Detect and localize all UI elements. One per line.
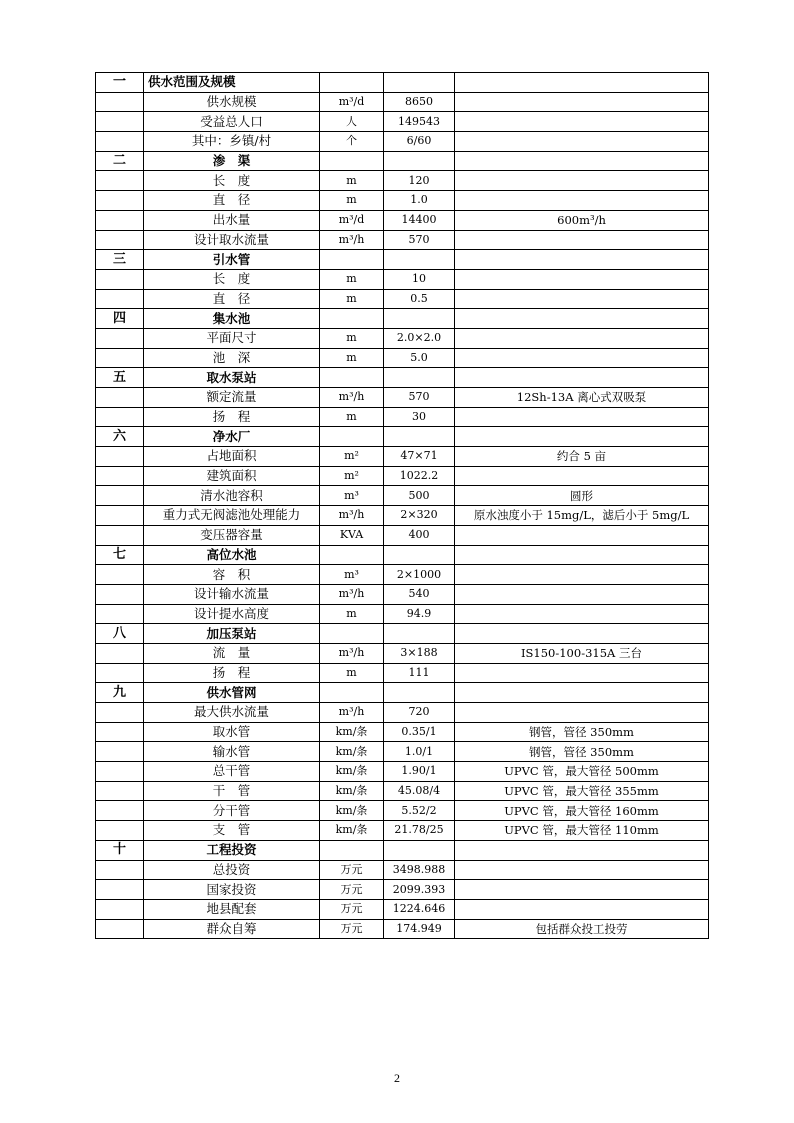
table-row: [96, 919, 709, 939]
unit-cell: m³/d: [320, 92, 384, 112]
item-name-cell: 设计取水流量: [144, 230, 320, 250]
item-name-cell: 供水范围及规模: [144, 73, 320, 93]
table-row: [96, 210, 709, 230]
unit-cell: [320, 309, 384, 329]
table-row: [96, 348, 709, 368]
section-index-cell: 九: [96, 683, 144, 703]
value-cell: 120: [384, 171, 455, 191]
note-cell: [455, 840, 709, 860]
unit-cell: m: [320, 348, 384, 368]
note-cell: [455, 624, 709, 644]
section-index-cell: 八: [96, 624, 144, 644]
section-index-cell: [96, 112, 144, 132]
section-index-cell: [96, 230, 144, 250]
note-cell: 600m³/h: [455, 210, 709, 230]
item-name-cell: 群众自筹: [144, 919, 320, 939]
section-index-cell: [96, 132, 144, 152]
table-row: [96, 821, 709, 841]
table-row: [96, 880, 709, 900]
section-index-cell: [96, 722, 144, 742]
value-cell: 5.0: [384, 348, 455, 368]
section-index-cell: [96, 289, 144, 309]
unit-cell: m: [320, 269, 384, 289]
note-cell: [455, 703, 709, 723]
item-name-cell: 集水池: [144, 309, 320, 329]
table-row: [96, 191, 709, 211]
section-index-cell: [96, 466, 144, 486]
item-name-cell: 扬 程: [144, 663, 320, 683]
value-cell: 94.9: [384, 604, 455, 624]
item-name-cell: 最大供水流量: [144, 703, 320, 723]
section-index-cell: [96, 919, 144, 939]
item-name-cell: 供水规模: [144, 92, 320, 112]
value-cell: 0.35/1: [384, 722, 455, 742]
unit-cell: m: [320, 171, 384, 191]
item-name-cell: 扬 程: [144, 407, 320, 427]
table-row: [96, 388, 709, 408]
section-index-cell: [96, 565, 144, 585]
note-cell: UPVC 管，最大管径 500mm: [455, 762, 709, 782]
note-cell: [455, 269, 709, 289]
unit-cell: [320, 151, 384, 171]
item-name-cell: 清水池容积: [144, 486, 320, 506]
table-body: [96, 73, 709, 939]
unit-cell: [320, 368, 384, 388]
note-cell: 钢管，管径 350mm: [455, 742, 709, 762]
note-cell: [455, 171, 709, 191]
value-cell: [384, 250, 455, 270]
value-cell: 10: [384, 269, 455, 289]
section-index-cell: [96, 328, 144, 348]
section-index-cell: [96, 447, 144, 467]
table-row: [96, 604, 709, 624]
value-cell: 1.90/1: [384, 762, 455, 782]
item-name-cell: 总投资: [144, 860, 320, 880]
item-name-cell: 高位水池: [144, 545, 320, 565]
section-index-cell: 二: [96, 151, 144, 171]
unit-cell: m: [320, 407, 384, 427]
item-name-cell: 额定流量: [144, 388, 320, 408]
value-cell: 540: [384, 584, 455, 604]
unit-cell: 个: [320, 132, 384, 152]
note-cell: [455, 663, 709, 683]
note-cell: [455, 92, 709, 112]
note-cell: [455, 407, 709, 427]
unit-cell: m²: [320, 447, 384, 467]
item-name-cell: 分干管: [144, 801, 320, 821]
unit-cell: km/条: [320, 801, 384, 821]
value-cell: 45.08/4: [384, 781, 455, 801]
item-name-cell: 加压泵站: [144, 624, 320, 644]
value-cell: 3×188: [384, 643, 455, 663]
value-cell: 6/60: [384, 132, 455, 152]
unit-cell: [320, 73, 384, 93]
note-cell: IS150-100-315A 三台: [455, 643, 709, 663]
item-name-cell: 地县配套: [144, 899, 320, 919]
item-name-cell: 引水管: [144, 250, 320, 270]
note-cell: 圆形: [455, 486, 709, 506]
item-name-cell: 供水管网: [144, 683, 320, 703]
note-cell: [455, 250, 709, 270]
value-cell: 3498.988: [384, 860, 455, 880]
note-cell: 约合 5 亩: [455, 447, 709, 467]
item-name-cell: 容 积: [144, 565, 320, 585]
item-name-cell: 支 管: [144, 821, 320, 841]
unit-cell: [320, 840, 384, 860]
section-index-cell: [96, 171, 144, 191]
section-index-cell: [96, 604, 144, 624]
unit-cell: 万元: [320, 899, 384, 919]
note-cell: UPVC 管，最大管径 355mm: [455, 781, 709, 801]
unit-cell: m³/h: [320, 506, 384, 526]
section-index-cell: [96, 407, 144, 427]
value-cell: 570: [384, 230, 455, 250]
table-row: [96, 230, 709, 250]
item-name-cell: 取水泵站: [144, 368, 320, 388]
item-name-cell: 重力式无阀滤池处理能力: [144, 506, 320, 526]
note-cell: 原水浊度小于 15mg/L，滤后小于 5mg/L: [455, 506, 709, 526]
unit-cell: m³/d: [320, 210, 384, 230]
value-cell: [384, 427, 455, 447]
table-row: [96, 171, 709, 191]
table-row: [96, 565, 709, 585]
item-name-cell: 其中：乡镇/村: [144, 132, 320, 152]
value-cell: 1022.2: [384, 466, 455, 486]
unit-cell: 人: [320, 112, 384, 132]
section-row: [96, 151, 709, 171]
value-cell: 500: [384, 486, 455, 506]
value-cell: 111: [384, 663, 455, 683]
section-index-cell: [96, 781, 144, 801]
table-row: [96, 722, 709, 742]
value-cell: [384, 309, 455, 329]
table-row: [96, 486, 709, 506]
value-cell: 1.0/1: [384, 742, 455, 762]
section-index-cell: [96, 860, 144, 880]
item-name-cell: 出水量: [144, 210, 320, 230]
value-cell: 2×1000: [384, 565, 455, 585]
unit-cell: 万元: [320, 880, 384, 900]
section-index-cell: 七: [96, 545, 144, 565]
item-name-cell: 国家投资: [144, 880, 320, 900]
note-cell: 钢管，管径 350mm: [455, 722, 709, 742]
item-name-cell: 渗 渠: [144, 151, 320, 171]
note-cell: [455, 132, 709, 152]
section-index-cell: [96, 506, 144, 526]
note-cell: [455, 565, 709, 585]
unit-cell: km/条: [320, 781, 384, 801]
specifications-table: [95, 72, 709, 939]
note-cell: [455, 230, 709, 250]
value-cell: 174.949: [384, 919, 455, 939]
note-cell: [455, 427, 709, 447]
note-cell: [455, 309, 709, 329]
section-row: [96, 683, 709, 703]
section-index-cell: [96, 821, 144, 841]
unit-cell: [320, 545, 384, 565]
note-cell: [455, 348, 709, 368]
value-cell: 21.78/25: [384, 821, 455, 841]
unit-cell: m³/h: [320, 230, 384, 250]
unit-cell: m: [320, 328, 384, 348]
value-cell: 14400: [384, 210, 455, 230]
section-index-cell: [96, 643, 144, 663]
unit-cell: KVA: [320, 525, 384, 545]
value-cell: 47×71: [384, 447, 455, 467]
unit-cell: m³: [320, 486, 384, 506]
table-row: [96, 781, 709, 801]
item-name-cell: 占地面积: [144, 447, 320, 467]
value-cell: 2×320: [384, 506, 455, 526]
section-row: [96, 73, 709, 93]
section-index-cell: [96, 801, 144, 821]
unit-cell: [320, 683, 384, 703]
note-cell: [455, 899, 709, 919]
section-index-cell: 十: [96, 840, 144, 860]
table-row: [96, 762, 709, 782]
section-index-cell: [96, 348, 144, 368]
value-cell: 0.5: [384, 289, 455, 309]
note-cell: [455, 191, 709, 211]
table-row: [96, 703, 709, 723]
section-index-cell: [96, 742, 144, 762]
section-row: [96, 840, 709, 860]
section-index-cell: [96, 388, 144, 408]
value-cell: [384, 368, 455, 388]
section-row: [96, 309, 709, 329]
item-name-cell: 设计输水流量: [144, 584, 320, 604]
section-index-cell: [96, 880, 144, 900]
unit-cell: m³/h: [320, 643, 384, 663]
note-cell: [455, 584, 709, 604]
note-cell: [455, 466, 709, 486]
item-name-cell: 设计提水高度: [144, 604, 320, 624]
note-cell: [455, 525, 709, 545]
unit-cell: m³/h: [320, 703, 384, 723]
section-index-cell: [96, 269, 144, 289]
note-cell: [455, 151, 709, 171]
table-row: [96, 92, 709, 112]
page-number: 2: [394, 1071, 400, 1085]
unit-cell: km/条: [320, 762, 384, 782]
table-row: [96, 289, 709, 309]
section-index-cell: [96, 191, 144, 211]
section-row: [96, 368, 709, 388]
table-row: [96, 663, 709, 683]
item-name-cell: 长 度: [144, 171, 320, 191]
value-cell: 720: [384, 703, 455, 723]
table-row: [96, 801, 709, 821]
item-name-cell: 流 量: [144, 643, 320, 663]
value-cell: 1224.646: [384, 899, 455, 919]
section-index-cell: [96, 899, 144, 919]
unit-cell: m³/h: [320, 388, 384, 408]
table-row: [96, 643, 709, 663]
item-name-cell: 建筑面积: [144, 466, 320, 486]
note-cell: [455, 860, 709, 880]
note-cell: [455, 328, 709, 348]
value-cell: 5.52/2: [384, 801, 455, 821]
item-name-cell: 长 度: [144, 269, 320, 289]
table-row: [96, 112, 709, 132]
value-cell: [384, 624, 455, 644]
table-row: [96, 584, 709, 604]
section-index-cell: 五: [96, 368, 144, 388]
item-name-cell: 总干管: [144, 762, 320, 782]
item-name-cell: 直 径: [144, 191, 320, 211]
section-index-cell: [96, 92, 144, 112]
value-cell: 149543: [384, 112, 455, 132]
table-row: [96, 407, 709, 427]
table-row: [96, 742, 709, 762]
section-index-cell: 一: [96, 73, 144, 93]
unit-cell: 万元: [320, 860, 384, 880]
note-cell: [455, 73, 709, 93]
value-cell: [384, 73, 455, 93]
section-row: [96, 624, 709, 644]
section-index-cell: [96, 525, 144, 545]
unit-cell: m: [320, 289, 384, 309]
section-index-cell: 四: [96, 309, 144, 329]
note-cell: [455, 604, 709, 624]
unit-cell: [320, 624, 384, 644]
note-cell: 包括群众投工投劳: [455, 919, 709, 939]
section-row: [96, 427, 709, 447]
table-row: [96, 860, 709, 880]
table-row: [96, 506, 709, 526]
note-cell: UPVC 管，最大管径 110mm: [455, 821, 709, 841]
value-cell: [384, 683, 455, 703]
unit-cell: m³: [320, 565, 384, 585]
table-row: [96, 269, 709, 289]
section-index-cell: [96, 703, 144, 723]
note-cell: [455, 880, 709, 900]
value-cell: 1.0: [384, 191, 455, 211]
note-cell: [455, 683, 709, 703]
table-row: [96, 132, 709, 152]
unit-cell: [320, 250, 384, 270]
item-name-cell: 直 径: [144, 289, 320, 309]
table-row: [96, 328, 709, 348]
item-name-cell: 净水厂: [144, 427, 320, 447]
unit-cell: m³/h: [320, 584, 384, 604]
value-cell: 2.0×2.0: [384, 328, 455, 348]
value-cell: [384, 151, 455, 171]
unit-cell: m: [320, 663, 384, 683]
item-name-cell: 受益总人口: [144, 112, 320, 132]
section-index-cell: [96, 584, 144, 604]
item-name-cell: 平面尺寸: [144, 328, 320, 348]
section-index-cell: 三: [96, 250, 144, 270]
note-cell: [455, 368, 709, 388]
unit-cell: km/条: [320, 821, 384, 841]
item-name-cell: 池 深: [144, 348, 320, 368]
table-row: [96, 525, 709, 545]
item-name-cell: 取水管: [144, 722, 320, 742]
table-row: [96, 466, 709, 486]
note-cell: UPVC 管，最大管径 160mm: [455, 801, 709, 821]
section-row: [96, 250, 709, 270]
item-name-cell: 干 管: [144, 781, 320, 801]
value-cell: 2099.393: [384, 880, 455, 900]
section-index-cell: [96, 210, 144, 230]
section-index-cell: [96, 486, 144, 506]
value-cell: 400: [384, 525, 455, 545]
unit-cell: m: [320, 604, 384, 624]
table-row: [96, 447, 709, 467]
note-cell: [455, 112, 709, 132]
note-cell: [455, 289, 709, 309]
section-index-cell: [96, 762, 144, 782]
unit-cell: [320, 427, 384, 447]
unit-cell: km/条: [320, 722, 384, 742]
value-cell: 570: [384, 388, 455, 408]
value-cell: [384, 545, 455, 565]
unit-cell: m: [320, 191, 384, 211]
section-row: [96, 545, 709, 565]
section-index-cell: 六: [96, 427, 144, 447]
value-cell: 8650: [384, 92, 455, 112]
item-name-cell: 变压器容量: [144, 525, 320, 545]
unit-cell: 万元: [320, 919, 384, 939]
unit-cell: km/条: [320, 742, 384, 762]
value-cell: [384, 840, 455, 860]
item-name-cell: 工程投资: [144, 840, 320, 860]
note-cell: 12Sh-13A 离心式双吸泵: [455, 388, 709, 408]
unit-cell: m²: [320, 466, 384, 486]
value-cell: 30: [384, 407, 455, 427]
note-cell: [455, 545, 709, 565]
table-row: [96, 899, 709, 919]
section-index-cell: [96, 663, 144, 683]
item-name-cell: 输水管: [144, 742, 320, 762]
